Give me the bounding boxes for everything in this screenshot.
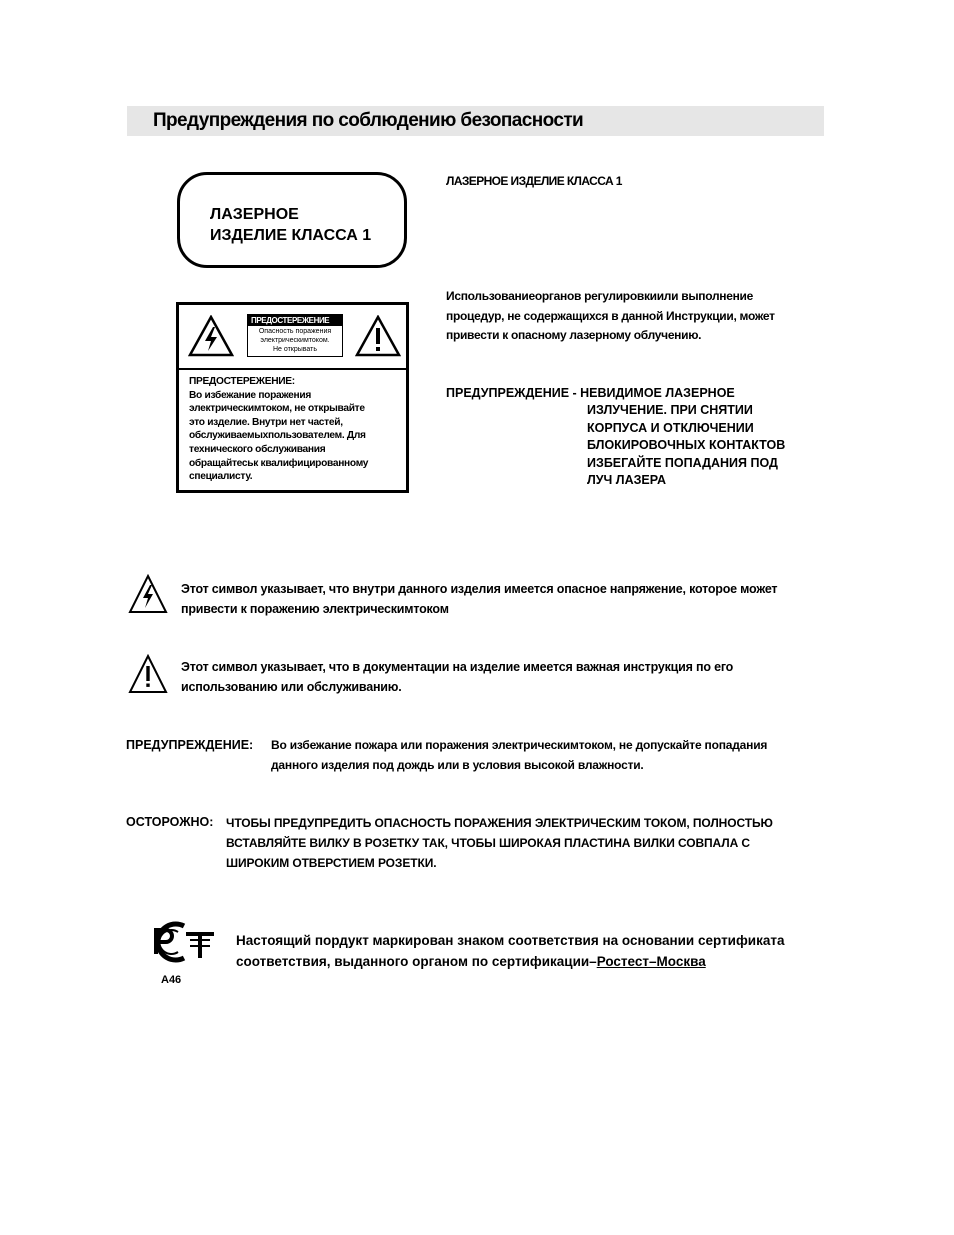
- plug-caution-line: ШИРОКИМ ОТВЕРСТИЕМ РОЗЕТКИ.: [226, 856, 437, 870]
- voltage-symbol-line: Этот символ указывает, что внутри данного изделия имеется опасное напряжение, которое может: [181, 582, 778, 596]
- instruction-symbol-line: использованию или обслуживанию.: [181, 680, 402, 694]
- caution-text-line: обслуживаемыхпользователем. Для: [189, 430, 366, 442]
- controls-note-line: Использованиеорганов регулировкиили выполнение: [446, 289, 753, 303]
- rst-certification-logo-icon: [144, 918, 216, 966]
- caution-text-line: Во избежание поражения: [189, 389, 312, 401]
- certification-dash: –: [589, 954, 597, 969]
- laser-label-line-1: ЛАЗЕРНОЕ: [210, 206, 299, 223]
- laser-warning-line: ПРЕДУПРЕЖДЕНИЕ - НЕВИДИМОЕ ЛАЗЕРНОЕ: [446, 386, 735, 400]
- caution-text-line: электрическимтоком, не открывайте: [189, 403, 365, 415]
- lightning-warning-icon: [188, 315, 234, 357]
- plug-caution-text: [226, 813, 773, 873]
- caution-label-header: [179, 305, 406, 370]
- caution-text-line: технического обслуживания: [189, 443, 326, 455]
- caution-tag-line: Опасность поражения: [258, 328, 332, 335]
- caution-tag: [247, 314, 343, 357]
- controls-note-line: процедур, не содержащихся в данной Инструкции, может: [446, 308, 775, 323]
- laser-class-caption: ЛАЗЕРНОЕ ИЗДЕЛИЕ КЛАССА 1: [446, 174, 622, 188]
- voltage-symbol-explanation: [181, 579, 777, 619]
- caution-tag-text: [248, 326, 342, 354]
- moisture-warning-text: [271, 735, 767, 775]
- plug-caution-line: ЧТОБЫ ПРЕДУПРЕДИТЬ ОПАСНОСТЬ ПОРАЖЕНИЯ ЭЛЕКТРИЧЕСКИМ ТОКОМ, ПОЛНОСТЬЮ: [226, 816, 773, 830]
- certification-line-2: [236, 951, 784, 972]
- voltage-symbol-line: привести к поражению электрическимтоком: [181, 602, 449, 616]
- invisible-laser-warning: [446, 385, 785, 489]
- caution-tag-line: электрическимтоком.: [260, 337, 330, 344]
- caution-text-line: ПРЕДОСТЕРЕЖЕНИЕ:: [189, 376, 295, 387]
- caution-text-line: специалисту.: [189, 471, 253, 483]
- moisture-warning-line: данного изделия под дождь или в условия высокой влажности.: [271, 758, 644, 772]
- certification-code: А46: [161, 974, 182, 986]
- plug-caution-line: ВСТАВЛЯЙТЕ ВИЛКУ В РОЗЕТКУ ТАК, ЧТОБЫ ШИРОКАЯ ПЛАСТИНА ВИЛКИ СОВПАЛА С: [226, 836, 750, 850]
- laser-warning-line: ЛУЧ ЛАЗЕРА: [587, 473, 667, 488]
- certification-line-1: Настоящий пордукт маркирован знаком соответствия на основании сертификата: [236, 933, 785, 948]
- caution-tag-title: ПРЕДОСТЕРЕЖЕНИЕ: [248, 315, 342, 326]
- caution-text-line: это изделие. Внутри нет частей,: [189, 416, 343, 428]
- laser-warning-line: ИЗЛУЧЕНИЕ. ПРИ СНЯТИИ: [587, 403, 753, 418]
- laser-warning-line: ИЗБЕГАЙТЕ ПОПАДАНИЯ ПОД: [587, 455, 778, 470]
- laser-warning-line: БЛОКИРОВОЧНЫХ КОНТАКТОВ: [587, 438, 786, 453]
- caution-label: [176, 302, 409, 493]
- laser-label-line-2: ИЗДЕЛИЕ КЛАССА 1: [210, 227, 372, 244]
- controls-note: [446, 287, 775, 346]
- exclamation-warning-icon: [355, 315, 401, 357]
- moisture-warning-label: ПРЕДУПРЕЖДЕНИЕ:: [126, 738, 254, 752]
- instruction-symbol-line: Этот символ указывает, что в документации на изделие имеется важная инструкция по его: [181, 660, 734, 674]
- page-title: Предупреждения по соблюдению безопасности: [153, 110, 584, 131]
- exclamation-symbol-icon: [128, 654, 168, 694]
- laser-class-label: [177, 172, 407, 268]
- moisture-warning-line: Во избежание пожара или поражения электрическимтоком, не допускайте попадания: [271, 738, 768, 752]
- caution-text-line: обращайтеськ квалифицированному: [189, 457, 369, 469]
- laser-warning-line: КОРПУСА И ОТКЛЮЧЕНИИ: [587, 420, 754, 435]
- certification-line-2-prefix: соответствия, выданного органом по сертификации: [236, 954, 590, 969]
- caution-tag-line: Не открывать: [272, 346, 318, 353]
- caution-label-text: [189, 375, 401, 484]
- plug-caution-label: ОСТОРОЖНО:: [126, 815, 214, 829]
- certification-body-name: Ростест–Москва: [596, 954, 706, 969]
- certification-text: [236, 930, 784, 972]
- controls-note-line: привести к опасному лазерному облучению.: [446, 328, 702, 342]
- instruction-symbol-explanation: [181, 657, 733, 697]
- lightning-symbol-icon: [128, 574, 168, 614]
